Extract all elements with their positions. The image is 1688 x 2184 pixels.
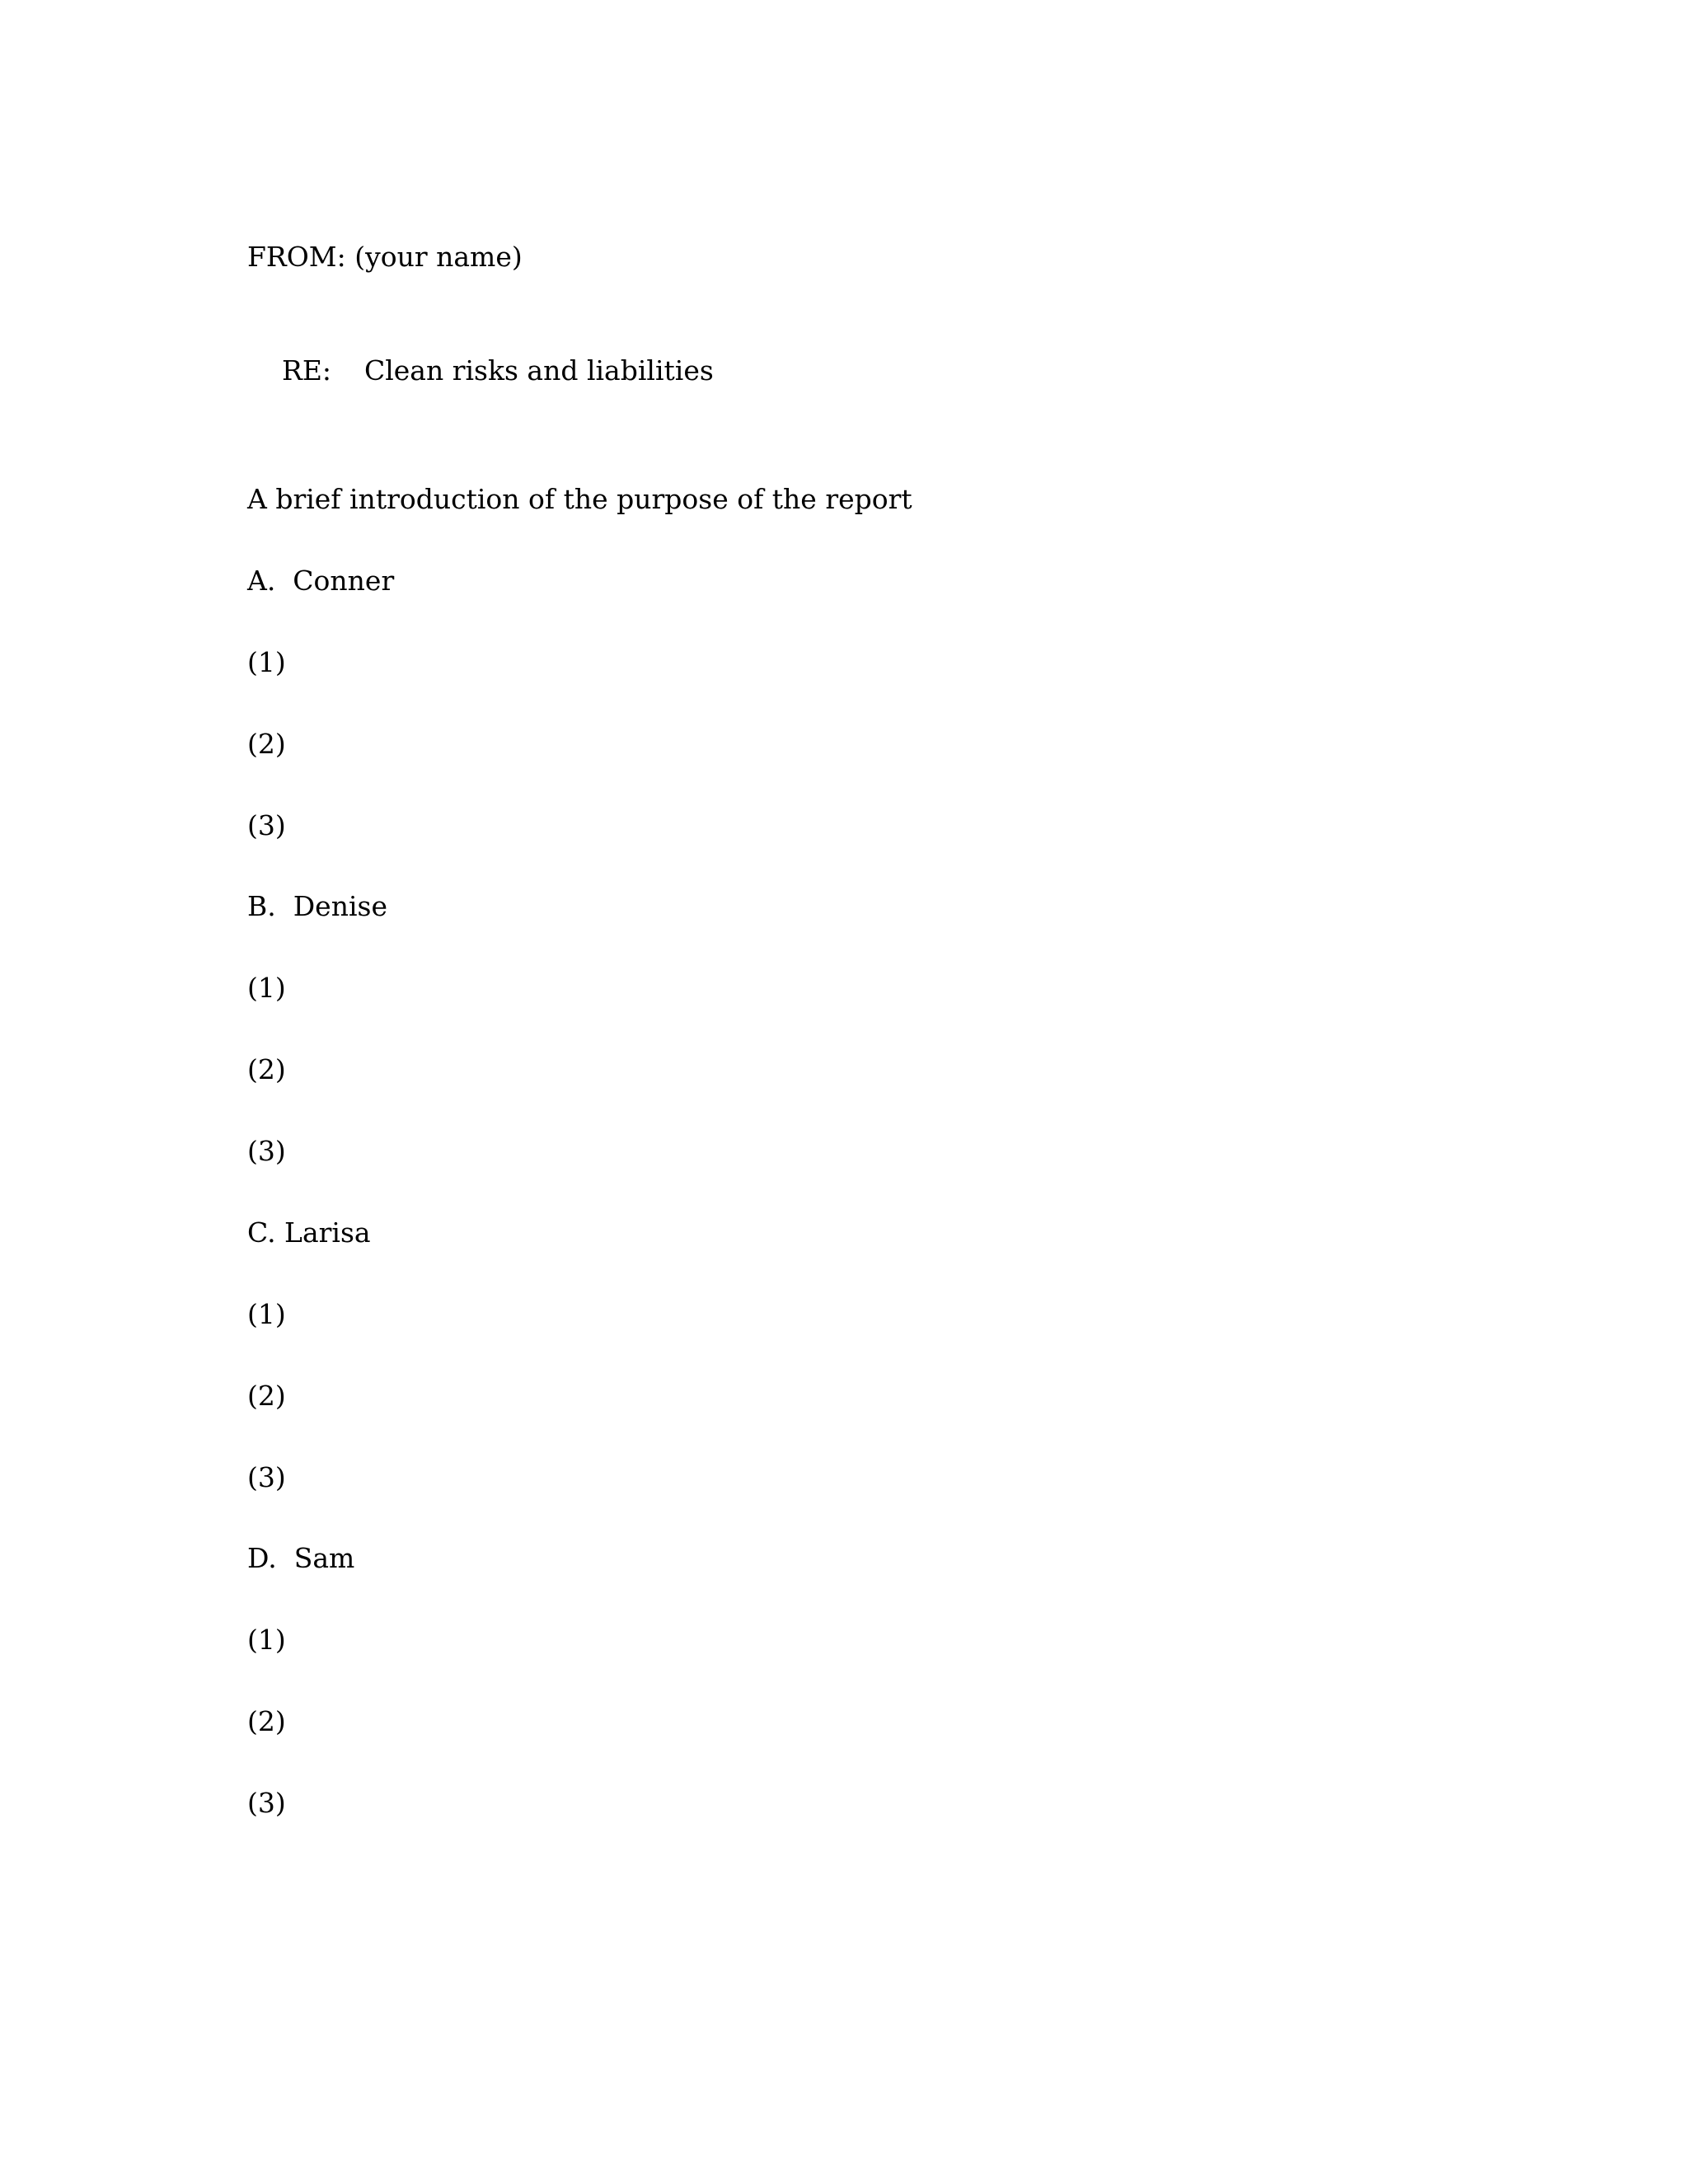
list-item: (2) [247,728,286,760]
section-heading-conner: A. Conner [247,565,395,597]
list-item: (1) [247,646,286,678]
list-item: (1) [247,972,286,1004]
section-heading-sam: D. Sam [247,1542,355,1574]
section-heading-larisa: C. Larisa [247,1216,371,1249]
list-item: (3) [247,1461,286,1493]
memo-from: FROM: (your name) [247,241,523,273]
list-item: (1) [247,1298,286,1330]
intro-paragraph: A brief introduction of the purpose of the report [247,483,912,515]
memo-re-label: RE: [281,354,332,387]
memo-re [247,321,714,420]
section-heading-denise: B. Denise [247,890,387,922]
list-item: (3) [247,809,286,841]
memo-re-subject: Clean risks and liabilities [363,354,714,387]
list-item: (2) [247,1705,286,1737]
list-item: (1) [247,1624,286,1656]
list-item: (3) [247,1787,286,1819]
list-item: (3) [247,1135,286,1167]
list-item: (2) [247,1053,286,1085]
list-item: (2) [247,1380,286,1412]
